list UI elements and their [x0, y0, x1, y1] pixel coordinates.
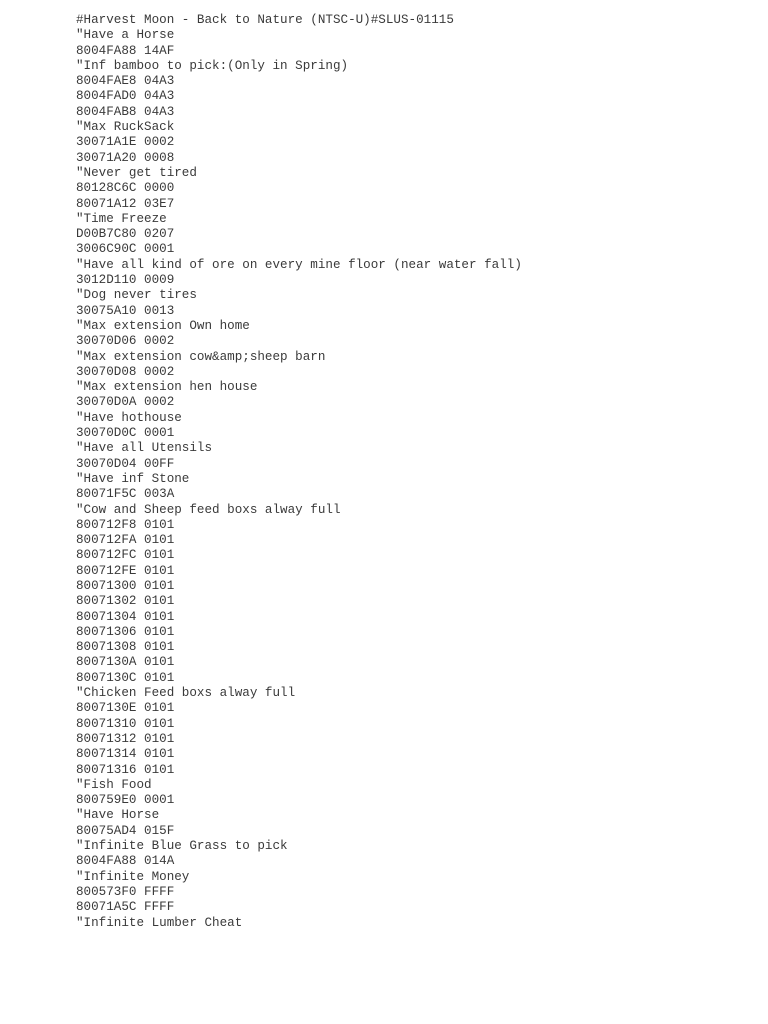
- cheat-code-line: 8004FA88 14AF: [76, 43, 175, 58]
- cheat-code-line: 800712FA 0101: [76, 533, 175, 548]
- cheat-code-line: 800759E0 0001: [76, 793, 175, 808]
- cheat-code-line: 80071F5C 003A: [76, 487, 175, 502]
- document-page: [76, 13, 748, 931]
- cheat-name-line: "Inf bamboo to pick:(Only in Spring): [76, 58, 349, 73]
- cheat-code-line: 800712FE 0101: [76, 563, 175, 578]
- cheat-name-line: "Dog never tires: [76, 288, 197, 303]
- cheat-code-line: 80071A12 03E7: [76, 196, 175, 211]
- cheat-code-line: 80071300 0101: [76, 578, 175, 593]
- cheat-code-line: 8004FAB8 04A3: [76, 104, 175, 119]
- cheat-code-line: 8007130E 0101: [76, 701, 175, 716]
- document-title-line: #Harvest Moon - Back to Nature (NTSC-U)#SLUS-01115: [76, 13, 454, 27]
- cheat-code-line: 30071A20 0008: [76, 150, 175, 165]
- cheat-name-line: "Have Horse: [76, 808, 160, 823]
- cheat-code-line: 80128C6C 0000: [76, 181, 175, 196]
- cheat-code-line: 80071314 0101: [76, 747, 175, 762]
- cheat-code-line: 80071316 0101: [76, 762, 175, 777]
- cheat-name-line: "Have all kind of ore on every mine floor (near water fall): [76, 257, 522, 272]
- cheat-code-line: 8004FA88 014A: [76, 854, 175, 869]
- cheat-name-line: "Infinite Blue Grass to pick: [76, 839, 288, 854]
- cheat-name-line: "Cow and Sheep feed boxs alway full: [76, 502, 341, 517]
- cheat-code-line: 800573F0 FFFF: [76, 884, 175, 899]
- cheat-name-line: "Max extension Own home: [76, 318, 250, 333]
- cheat-code-line: 8004FAE8 04A3: [76, 74, 175, 89]
- cheat-name-line: "Chicken Feed boxs alway full: [76, 686, 296, 701]
- cheat-name-line: "Infinite Lumber Cheat: [76, 915, 243, 930]
- cheat-code-line: 8004FAD0 04A3: [76, 89, 175, 104]
- cheat-name-line: "Have a Horse: [76, 28, 175, 43]
- cheat-code-line: 80071302 0101: [76, 594, 175, 609]
- cheat-name-line: "Have hothouse: [76, 410, 182, 425]
- cheat-code-line: 8007130A 0101: [76, 655, 175, 670]
- cheat-name-line: "Have inf Stone: [76, 471, 190, 486]
- cheat-code-line: 30070D04 00FF: [76, 456, 175, 471]
- cheat-code-line: 30071A1E 0002: [76, 135, 175, 150]
- cheat-name-line: "Time Freeze: [76, 211, 167, 226]
- cheat-code-line: 80071312 0101: [76, 731, 175, 746]
- cheat-code-line: D00B7C80 0207: [76, 227, 175, 242]
- cheat-code-line: 80075AD4 015F: [76, 823, 175, 838]
- cheat-code-line: 8007130C 0101: [76, 670, 175, 685]
- cheat-code-line: 80071304 0101: [76, 609, 175, 624]
- cheat-code-line: 80071310 0101: [76, 716, 175, 731]
- cheat-name-line: "Infinite Money: [76, 869, 190, 884]
- cheat-code-line: 30070D06 0002: [76, 334, 175, 349]
- cheat-name-line: "Max extension hen house: [76, 380, 258, 395]
- cheat-name-line: "Max RuckSack: [76, 120, 175, 135]
- cheat-name-line: "Fish Food: [76, 777, 152, 792]
- cheat-code-line: 800712F8 0101: [76, 517, 175, 532]
- cheat-name-line: "Never get tired: [76, 165, 197, 180]
- cheat-code-line: 3006C90C 0001: [76, 242, 175, 257]
- cheat-code-line: 30070D0C 0001: [76, 426, 175, 441]
- cheat-code-line: 3012D110 0009: [76, 273, 175, 288]
- cheat-code-line: 30075A10 0013: [76, 303, 175, 318]
- cheat-code-line: 80071306 0101: [76, 624, 175, 639]
- cheat-code-line: 80071A5C FFFF: [76, 900, 175, 915]
- cheat-code-line: 30070D0A 0002: [76, 395, 175, 410]
- cheat-name-line: "Max extension cow&amp;sheep barn: [76, 349, 326, 364]
- cheat-code-line: 30070D08 0002: [76, 364, 175, 379]
- cheat-code-line: 800712FC 0101: [76, 548, 175, 563]
- cheat-code-line: 80071308 0101: [76, 640, 175, 655]
- cheat-name-line: "Have all Utensils: [76, 441, 213, 456]
